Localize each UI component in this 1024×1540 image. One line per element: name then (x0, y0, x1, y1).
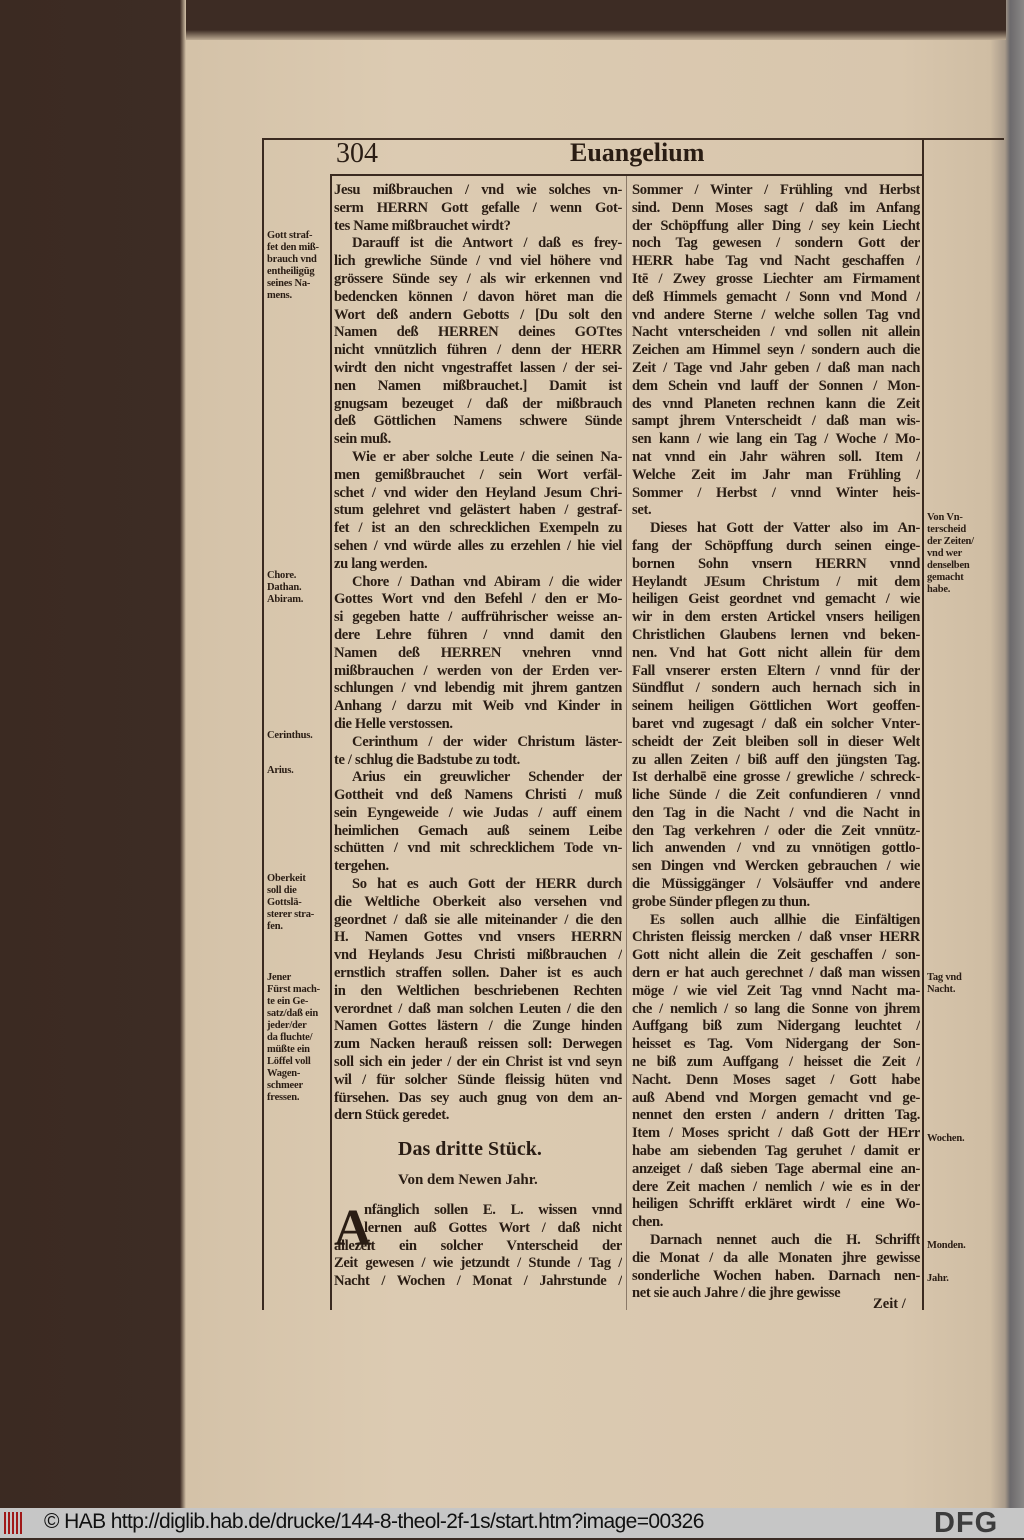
page-top-edge (186, 0, 1006, 40)
text-line: Sündflut / sondern auch hernach sich in (632, 680, 920, 697)
running-title: Euangelium (570, 138, 705, 167)
text-line: sehen / vnd würde alles zu erzehlen / hie viel (334, 537, 622, 554)
text-line: Cerinthum / der wider Christum läster- (352, 733, 622, 750)
text-line: sein muß. (334, 431, 391, 448)
text-line: grobe Sünder pflegen zu thun. (632, 893, 810, 910)
frame-col1-left (330, 174, 332, 1310)
text-line: nen. Vnd hat Gott nicht allein für dem (632, 644, 920, 661)
text-line: lich grewliche Sünde / vnd viel höhere vnd (334, 253, 622, 270)
text-line: Zeichen am Himmel seyn / sondern auch die (632, 342, 920, 359)
margin-note: Monden. (927, 1240, 966, 1251)
text-line: Jesu mißbrauchen / vnd wie solches vn- (334, 182, 622, 198)
text-line: die Helle verstossen. (334, 715, 453, 732)
text-line: die Müssiggänger / Volsäuffer vnd andere (632, 876, 920, 893)
text-line: ne biß zum Auffgang / heisset die Zeit / (632, 1054, 920, 1071)
text-line: Nacht / Wochen / Monat / Jahrstunde / (334, 1273, 622, 1290)
text-line: HERR habe Tag vnd Nacht geschaffen / (632, 253, 920, 270)
text-line: chen. (632, 1214, 664, 1231)
margin-note: Von Vn- terscheid der Zeiten/ vnd wer denselben gemacht habe. (927, 512, 974, 595)
text-line: allezeit ein solcher Vnterscheid der (334, 1237, 622, 1254)
text-line: auß Abend vnd Morgen gemacht vnd ge- (632, 1089, 920, 1106)
text-line: scheidt der Zeit bleiben soll in dieser Welt (632, 733, 920, 750)
text-line: mißbrauchen / werden von der Erden ver- (334, 662, 622, 679)
text-line: möge / wie viel Zeit Tag vnnd Nacht ma- (632, 982, 920, 999)
margin-note: Cerinthus. (267, 730, 313, 741)
text-line: Dieses hat Gott der Vatter also im An- (650, 520, 920, 537)
text-line: Zeit gewesen / wie jetzundt / Stunde / Tag / (334, 1255, 622, 1272)
text-line: dern Stück geredet. (334, 1107, 450, 1124)
text-line: dere Zeit machen / nemlich / wie es in der (632, 1178, 920, 1195)
text-line: Zeit / Tage vnd Jahr geben / daß man nach (632, 359, 920, 376)
text-line: H. Namen Gottes vnd vnsers HERRN (334, 929, 622, 946)
text-line: habe am siebenden Tag geruhet / damit er (632, 1143, 920, 1160)
text-line: bedencken können / davon höret man die (334, 288, 622, 305)
text-line: gnugsam bezeuget / daß der mißbrauch (334, 395, 622, 412)
section-subtitle: Von dem Newen Jahr. (398, 1172, 538, 1188)
text-line: verordnet / daß man solchen Leuten / die den (334, 1000, 622, 1017)
text-line: bornen Sohn vnsern HERRN vnnd (632, 555, 920, 572)
drop-cap: A (334, 1200, 372, 1257)
text-line: Sommer / Herbst / vnnd Winter heis- (632, 484, 920, 501)
text-line: dern er hat auch gerechnet / daß man wissen (632, 965, 920, 982)
margin-note: Gott straf- fet den miß- brauch vnd entheiligūg seines Na- mens. (267, 230, 319, 301)
text-line: set. (632, 502, 652, 519)
text-line: So hat es auch Gott der HERR durch (352, 876, 622, 893)
section-text (334, 1202, 622, 1291)
column-right (632, 182, 920, 1303)
text-line: vnd andere Sterne / welche sollen Tag vnd (632, 306, 920, 323)
text-line: den Tag verkehren / oder die Zeit vnnütz- (632, 822, 920, 839)
hab-logo-icon (4, 1512, 24, 1534)
text-line: Arius ein greuwlicher Schender der (352, 769, 622, 786)
text-line: Christen fleissig mercken / daß vnser HERR (632, 929, 920, 946)
text-line: Ist derhalbē eine grosse / grewliche / schreck- (632, 769, 920, 786)
text-line: Gottes Wort vnd den Befehl / den er Mo- (334, 591, 622, 608)
text-line: sind. Denn Moses sagt / daß im Anfang (632, 199, 920, 216)
text-line: Auffgang biß zum Nidergang leuchtet / (632, 1018, 920, 1035)
text-line: Namen deß HERREN vnehren vnnd (334, 644, 622, 661)
text-line: tes Name mißbrauchet wirdt? (334, 217, 511, 234)
text-line: che / nemlich / so lang die Sonne von jhrem (632, 1000, 920, 1017)
text-line: lernen auß Gottes Wort / daß nicht (364, 1219, 622, 1236)
text-line: net sie auch Jahre / die jhre gewisse (632, 1285, 841, 1302)
text-line: sein Eyngeweide / wie Judas / auff einem (334, 804, 622, 821)
text-line: Welche Zeit im Jahr man Frühling / (632, 466, 920, 483)
text-line: die Monat / da alle Monaten jhre gewisse (632, 1249, 920, 1266)
text-line: deß Himmels gemacht / Sonn vnd Mond / (632, 288, 920, 305)
text-line: Wort deß andern Gebotts / [Du solt den (334, 306, 622, 323)
text-line: deß Göttlichen Namens schwere Sünde (334, 413, 622, 430)
text-line: Nacht vnterscheiden / vnd sollen nit allein (632, 324, 920, 341)
text-line: tergehen. (334, 858, 389, 875)
text-line: Gott nicht allein die Zeit geschaffen / son- (632, 947, 920, 964)
text-line: wirdt den nicht vngestraffet lassen / der sei- (334, 359, 622, 376)
text-line: sampt jhrem Vnterscheidt / daß man wis- (632, 413, 920, 430)
text-line: stum gelehret vnd gelästert haben / gestraf- (334, 502, 622, 519)
text-line: Anhang / darzu mit Weib vnd Kinder in (334, 698, 622, 715)
text-line: heisset es Tag. Vom Nidergang der Son- (632, 1036, 920, 1053)
page-number: 304 (336, 138, 378, 169)
dfg-logo: DFG (934, 1507, 999, 1539)
text-line: geordnet / daß sie alle miteinander / die den (334, 911, 622, 928)
text-line: serm HERRN Gott gefalle / wenn Got- (334, 199, 622, 216)
text-line: wil / für solcher Sünde fleissig hüten vnd (334, 1071, 622, 1088)
text-line: Namen deß HERREN deines GOTtes (334, 324, 622, 341)
text-line: fürsehen. Das sey auch gnug von dem an- (334, 1089, 622, 1106)
margin-note: Jener Fürst mach- te ein Ge- satz/daß ein jeder/der da fluchte/ müßte ein Löffel voll Wagen- schmeer fressen. (267, 972, 320, 1103)
text-line: si gegeben hatte / auffrührischer weisse an- (334, 609, 622, 626)
text-line: schet / vnd wider den Heyland Jesum Chri- (334, 484, 622, 501)
text-line: schütten / vnd mit schrecklichem Tode vn- (334, 840, 622, 857)
text-line: seinem heiligen Göttlichen Wort geoffen- (632, 698, 920, 715)
text-line: grössere Sünde sey / als wir erkennen vnd (334, 270, 622, 287)
text-line: soll sich ein jeder / der ein Christ ist vnd seyn (334, 1054, 622, 1071)
text-line: baret vnd zugesagt / daß ein solcher Vnter- (632, 715, 920, 732)
text-line: Itē / Zwey grosse Liechter am Firmament (632, 270, 920, 287)
text-line: noch Tag gewesen / sondern Gott der (632, 235, 920, 252)
text-line: ernstlich straffen sollen. Daher ist es auch (334, 965, 622, 982)
text-line: nat vnnd ein Jahr währen soll. Item / (632, 448, 920, 465)
frame-col2-right (922, 138, 924, 1310)
text-line: sen Dingen vnd Wercken gebrauchen / wie (632, 858, 920, 875)
text-line: nen Namen mißbrauchet.] Damit ist (334, 377, 622, 394)
text-line: zum Nacken herauß reissen soll: Derwegen (334, 1036, 622, 1053)
text-line: Gottheit vnd deß Namens Christi / muß (334, 787, 622, 804)
margin-note: Jahr. (927, 1273, 949, 1284)
text-line: dem Schein vnd lauff der Sonnen / Mon- (632, 377, 920, 394)
text-line: nfänglich sollen E. L. wissen vnnd (364, 1202, 622, 1218)
text-line: heiligen Geist geordnet vnd gemacht / wie (632, 591, 920, 608)
text-line: fang der Schöpffung durch seinen einge- (632, 537, 920, 554)
section-title: Das dritte Stück. (398, 1138, 542, 1160)
text-line: Heylandt JEsum Christum / mit dem (632, 573, 920, 590)
text-line: nennet den ersten / andern / dritten Tag. (632, 1107, 920, 1124)
margin-note: Arius. (267, 765, 294, 776)
text-line: Christlichen Glaubens lernen vnd beken- (632, 626, 920, 643)
text-line: wir in dem ersten Artickel vnsers heiligen (632, 609, 920, 626)
footer-bar (0, 1508, 1024, 1538)
text-line: fet / ist an den schrecklichen Exempeln zu (334, 520, 622, 537)
text-line: in den Weltlichen beschriebenen Rechten (334, 982, 622, 999)
text-line: sonderliche Wochen haben. Darnach nen- (632, 1267, 920, 1284)
text-line: Chore / Dathan vnd Abiram / die wider (352, 573, 622, 590)
frame-outer-left (262, 138, 264, 1310)
column-divider (626, 176, 627, 1310)
column-left (334, 182, 622, 1125)
text-line: Item / Moses spricht / daß Gott der HErr (632, 1125, 920, 1142)
text-line: sen kann / wie lang ein Tag / Woche / Mo- (632, 431, 920, 448)
text-line: nicht vnnützlich führen / denn der HERR (334, 342, 622, 359)
copyright-link[interactable]: © HAB http://diglib.hab.de/drucke/144-8-theol-2f-1s/start.htm?image=00326 (44, 1510, 704, 1533)
text-line: Es sollen auch allhie die Einfältigen (650, 911, 920, 928)
text-line: Namen Gottes lästern / die Zunge hinden (334, 1018, 622, 1035)
margin-note: Wochen. (927, 1133, 965, 1144)
text-line: zu lang werden. (334, 555, 428, 572)
text-line: des vnnd Planeten rechnen kann die Zeit (632, 395, 920, 412)
text-line: dere Lehre führen / vnnd damit den (334, 626, 622, 643)
text-line: Darauff ist die Antwort / daß es frey- (352, 235, 622, 252)
text-line: heimlichen Gemach auß seinem Leibe (334, 822, 622, 839)
text-line: anzeiget / daß sieben Tage abermal eine an- (632, 1160, 920, 1177)
text-line: Fall vnserer ersten Eltern / vnnd für der (632, 662, 920, 679)
text-line: den Tag in die Nacht / vnd die Nacht in (632, 804, 920, 821)
text-line: die Weltliche Oberkeit also versehen vnd (334, 893, 622, 910)
margin-note: Tag vnd Nacht. (927, 972, 962, 995)
text-line: der Schöpffung aller Ding / sey kein Liecht (632, 217, 920, 234)
text-line: vnd Heylands Jesu Christi mißbrauchen / (334, 947, 622, 964)
text-line: schlungen / vnd lebendig mit jhrem gantzen (334, 680, 622, 697)
catchword: Zeit / (873, 1296, 906, 1312)
margin-note: Oberkeit soll die Gottslä- sterer stra- fen. (267, 873, 315, 932)
text-line: heiligen Schrifft erkläret wirdt / eine Wo- (632, 1196, 920, 1213)
text-line: lich anwenden / vnd zu vnnötigen gottlo- (632, 840, 920, 857)
text-line: men gemißbrauchet / sein Wort verfäl- (334, 466, 622, 483)
text-line: Darnach nennet auch die H. Schrifft (650, 1232, 920, 1249)
text-line: Sommer / Winter / Frühling vnd Herbst (632, 182, 920, 198)
text-line: te / schlug die Badstube zu todt. (334, 751, 520, 768)
text-line: zu allen Zeiten / biß auff den jüngsten Tag. (632, 751, 920, 768)
text-line: Wie er aber solche Leute / die seinen Na- (352, 448, 622, 465)
text-line: liche Sünde / die Zeit confundieren / vnnd (632, 787, 920, 804)
text-line: Nacht. Denn Moses saget / Gott habe (632, 1071, 920, 1088)
margin-note: Chore. Dathan. Abiram. (267, 570, 304, 605)
